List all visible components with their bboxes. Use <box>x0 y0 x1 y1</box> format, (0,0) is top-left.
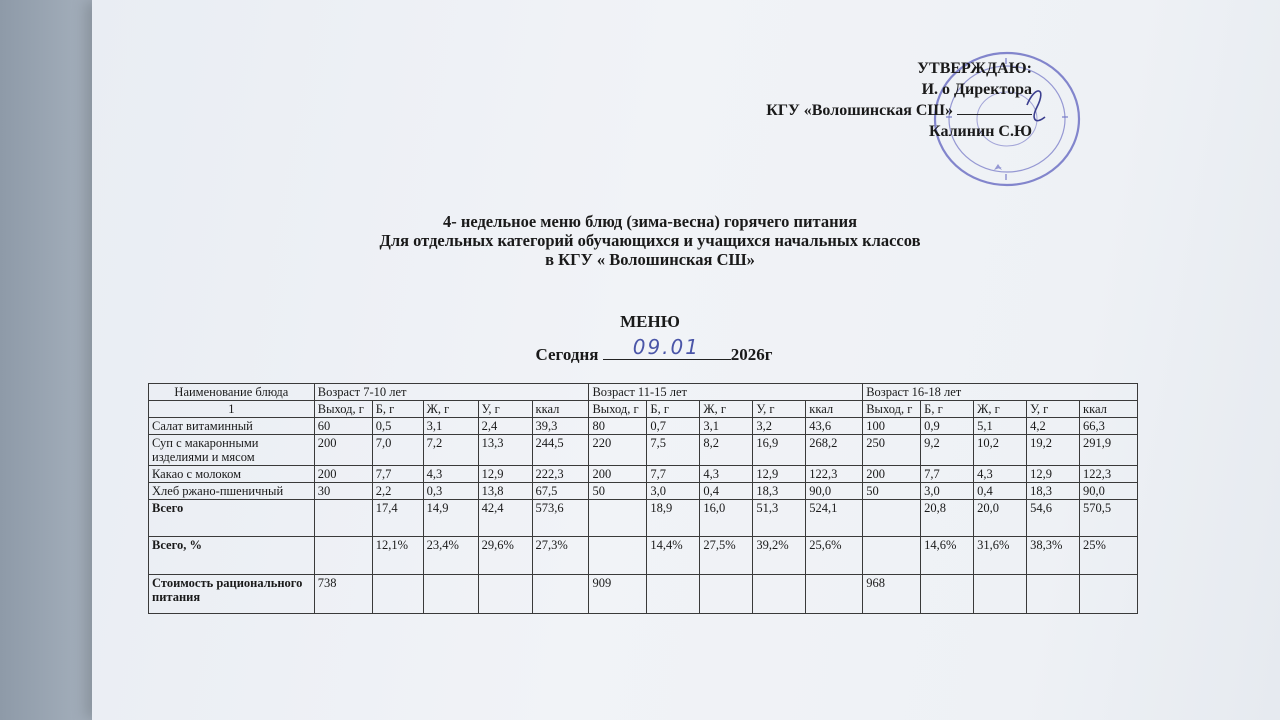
value-cell: 122,3 <box>1080 466 1138 483</box>
value-cell: 30 <box>314 483 372 500</box>
document-title <box>0 212 1280 269</box>
value-cell: 250 <box>863 435 921 466</box>
value-cell: 3,0 <box>921 483 974 500</box>
value-cell: 4,2 <box>1027 418 1080 435</box>
value-cell: 10,2 <box>974 435 1027 466</box>
dish-name-cell: Хлеб ржано-пшеничный <box>149 483 315 500</box>
value-cell <box>974 575 1027 614</box>
approval-heading: УТВЕРЖДАЮ: <box>917 60 1032 77</box>
value-cell: 3,1 <box>700 418 753 435</box>
value-cell: 20,8 <box>921 500 974 537</box>
value-cell: 12,1% <box>372 537 423 575</box>
value-cell: 25% <box>1080 537 1138 575</box>
approval-block <box>766 58 1032 142</box>
value-cell <box>753 575 806 614</box>
subheader-cell: ккал <box>1080 401 1138 418</box>
value-cell <box>478 575 532 614</box>
table-row <box>149 483 1138 500</box>
value-cell: 67,5 <box>532 483 589 500</box>
table-row <box>149 466 1138 483</box>
value-cell: 3,2 <box>753 418 806 435</box>
value-cell: 0,4 <box>700 483 753 500</box>
value-cell: 0,4 <box>974 483 1027 500</box>
table-subheader-row <box>149 401 1138 418</box>
value-cell: 66,3 <box>1080 418 1138 435</box>
value-cell: 244,5 <box>532 435 589 466</box>
value-cell: 60 <box>314 418 372 435</box>
value-cell: 200 <box>863 466 921 483</box>
value-cell: 12,9 <box>478 466 532 483</box>
subheader-cell: Ж, г <box>700 401 753 418</box>
subheader-cell: Ж, г <box>974 401 1027 418</box>
value-cell: 14,6% <box>921 537 974 575</box>
value-cell: 54,6 <box>1027 500 1080 537</box>
subheader-cell: У, г <box>1027 401 1080 418</box>
approval-organization <box>766 100 1032 121</box>
value-cell: 13,3 <box>478 435 532 466</box>
value-cell <box>863 537 921 575</box>
value-cell: 0,7 <box>647 418 700 435</box>
value-cell: 122,3 <box>806 466 863 483</box>
value-cell: 18,9 <box>647 500 700 537</box>
value-cell: 29,6% <box>478 537 532 575</box>
dish-name-cell: Какао с молоком <box>149 466 315 483</box>
value-cell: 573,6 <box>532 500 589 537</box>
value-cell: 20,0 <box>974 500 1027 537</box>
date-blank <box>603 335 731 360</box>
subheader-cell: Б, г <box>921 401 974 418</box>
value-cell: 18,3 <box>1027 483 1080 500</box>
subheader-cell: Выход, г <box>589 401 647 418</box>
approval-signer: Калинин С.Ю <box>929 123 1032 140</box>
value-cell: 7,7 <box>372 466 423 483</box>
value-cell: 7,2 <box>423 435 478 466</box>
value-cell: 14,4% <box>647 537 700 575</box>
title-line-2: Для отдельных категорий обучающихся и учащихся начальных классов <box>379 231 921 250</box>
value-cell: 39,2% <box>753 537 806 575</box>
subheader-cell: Выход, г <box>863 401 921 418</box>
value-cell <box>806 575 863 614</box>
menu-table <box>148 383 1138 614</box>
value-cell: 43,6 <box>806 418 863 435</box>
value-cell: 9,2 <box>921 435 974 466</box>
subheader-cell: Б, г <box>372 401 423 418</box>
value-cell <box>532 575 589 614</box>
value-cell: 100 <box>863 418 921 435</box>
value-cell: 3,0 <box>647 483 700 500</box>
value-cell <box>423 575 478 614</box>
value-cell: 220 <box>589 435 647 466</box>
value-cell: 222,3 <box>532 466 589 483</box>
value-cell <box>647 575 700 614</box>
dish-name-cell: Салат витаминный <box>149 418 315 435</box>
value-cell: 7,7 <box>647 466 700 483</box>
value-cell: 19,2 <box>1027 435 1080 466</box>
subheader-cell: ккал <box>806 401 863 418</box>
value-cell <box>589 500 647 537</box>
header-dish-name: Наименование блюда <box>149 384 315 401</box>
value-cell: 291,9 <box>1080 435 1138 466</box>
value-cell: 90,0 <box>1080 483 1138 500</box>
subheader-cell: Б, г <box>647 401 700 418</box>
menu-heading: МЕНЮ <box>620 312 680 331</box>
value-cell <box>372 575 423 614</box>
approval-organization-name: КГУ «Волошинская СШ» <box>766 102 953 119</box>
value-cell: 4,3 <box>974 466 1027 483</box>
value-cell: 12,9 <box>753 466 806 483</box>
value-cell: 4,3 <box>423 466 478 483</box>
today-suffix: 2026г <box>730 345 773 364</box>
table-row <box>149 575 1138 614</box>
table-group-header-row <box>149 384 1138 401</box>
subheader-cell: У, г <box>753 401 806 418</box>
value-cell: 7,7 <box>921 466 974 483</box>
value-cell: 200 <box>314 435 372 466</box>
value-cell: 13,8 <box>478 483 532 500</box>
value-cell <box>700 575 753 614</box>
signature-line <box>957 114 1032 115</box>
value-cell: 12,9 <box>1027 466 1080 483</box>
header-row-number: 1 <box>149 401 315 418</box>
value-cell: 80 <box>589 418 647 435</box>
table-row <box>149 418 1138 435</box>
value-cell <box>1080 575 1138 614</box>
value-cell <box>1027 575 1080 614</box>
value-cell: 31,6% <box>974 537 1027 575</box>
handwritten-date: 09.01 <box>632 335 700 359</box>
header-age-group-3: Возраст 16-18 лет <box>863 384 1138 401</box>
value-cell: 25,6% <box>806 537 863 575</box>
value-cell: 50 <box>863 483 921 500</box>
dish-name-cell: Всего, % <box>149 537 315 575</box>
dish-name-cell: Стоимость рационального питания <box>149 575 315 614</box>
value-cell: 38,3% <box>1027 537 1080 575</box>
value-cell: 16,9 <box>753 435 806 466</box>
value-cell: 200 <box>589 466 647 483</box>
value-cell: 18,3 <box>753 483 806 500</box>
table-row <box>149 537 1138 575</box>
value-cell <box>921 575 974 614</box>
value-cell: 50 <box>589 483 647 500</box>
today-line <box>0 335 1280 365</box>
value-cell: 27,5% <box>700 537 753 575</box>
value-cell: 90,0 <box>806 483 863 500</box>
value-cell: 17,4 <box>372 500 423 537</box>
value-cell: 14,9 <box>423 500 478 537</box>
value-cell: 27,3% <box>532 537 589 575</box>
value-cell: 8,2 <box>700 435 753 466</box>
today-prefix: Сегодня <box>535 345 603 364</box>
value-cell: 39,3 <box>532 418 589 435</box>
value-cell: 200 <box>314 466 372 483</box>
value-cell: 570,5 <box>1080 500 1138 537</box>
value-cell: 0,9 <box>921 418 974 435</box>
value-cell: 738 <box>314 575 372 614</box>
value-cell: 5,1 <box>974 418 1027 435</box>
value-cell: 16,0 <box>700 500 753 537</box>
title-line-3: в КГУ « Волошинская СШ» <box>545 250 755 269</box>
title-line-1: 4- недельное меню блюд (зима-весна) горячего питания <box>442 212 858 231</box>
value-cell: 7,5 <box>647 435 700 466</box>
value-cell: 23,4% <box>423 537 478 575</box>
value-cell: 3,1 <box>423 418 478 435</box>
value-cell: 0,5 <box>372 418 423 435</box>
subheader-cell: У, г <box>478 401 532 418</box>
approval-position: И. о Директора <box>921 81 1032 98</box>
value-cell: 968 <box>863 575 921 614</box>
value-cell: 51,3 <box>753 500 806 537</box>
dish-name-cell: Суп с макаронными изделиями и мясом <box>149 435 315 466</box>
value-cell <box>589 537 647 575</box>
table-row <box>149 435 1138 466</box>
subheader-cell: ккал <box>532 401 589 418</box>
subheader-cell: Ж, г <box>423 401 478 418</box>
value-cell: 2,4 <box>478 418 532 435</box>
table-row <box>149 500 1138 537</box>
value-cell <box>863 500 921 537</box>
subheader-cell: Выход, г <box>314 401 372 418</box>
value-cell: 268,2 <box>806 435 863 466</box>
value-cell: 2,2 <box>372 483 423 500</box>
value-cell: 524,1 <box>806 500 863 537</box>
header-age-group-1: Возраст 7-10 лет <box>314 384 589 401</box>
value-cell <box>314 537 372 575</box>
value-cell: 4,3 <box>700 466 753 483</box>
value-cell: 7,0 <box>372 435 423 466</box>
dish-name-cell: Всего <box>149 500 315 537</box>
value-cell: 0,3 <box>423 483 478 500</box>
header-age-group-2: Возраст 11-15 лет <box>589 384 863 401</box>
value-cell: 42,4 <box>478 500 532 537</box>
value-cell: 909 <box>589 575 647 614</box>
value-cell <box>314 500 372 537</box>
